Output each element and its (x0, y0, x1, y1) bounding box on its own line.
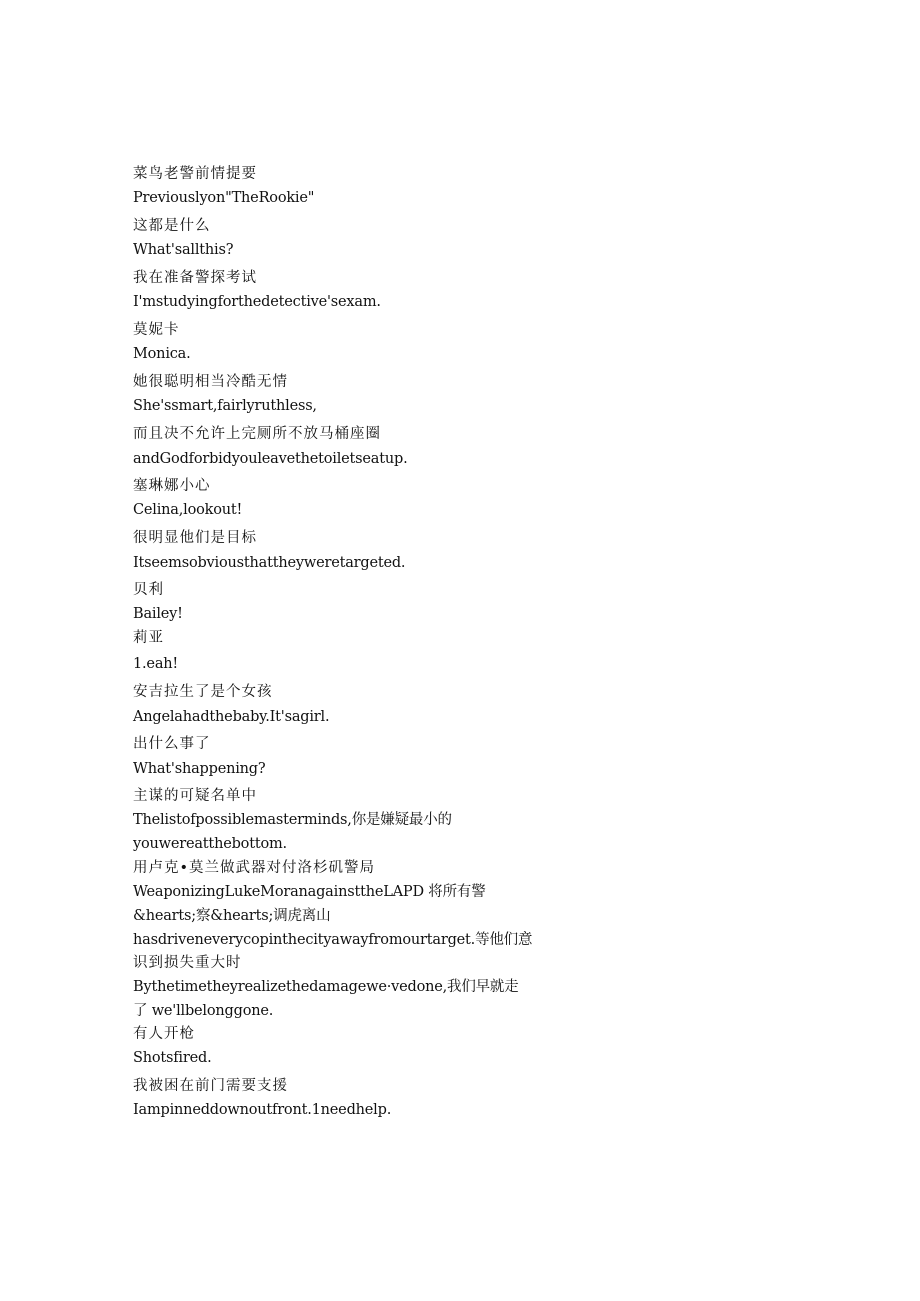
subtitle-line: Shotsfired. (133, 1050, 212, 1066)
subtitle-line: Angelahadthebaby.It'sagirl. (133, 709, 330, 725)
subtitle-line: andGodforbidyouleavethetoiletseatup. (133, 451, 408, 467)
subtitle-line: 了 we'llbelonggone. (133, 1003, 274, 1019)
subtitle-line: 莫妮卡 (133, 322, 180, 338)
subtitle-line: 我被困在前门需要支援 (133, 1078, 288, 1094)
subtitle-line: Thelistofpossiblemasterminds,你是嫌疑最小的 (133, 812, 452, 828)
subtitle-line: Monica. (133, 346, 191, 362)
subtitle-line: 而且决不允许上完厕所不放马桶座圈 (133, 426, 381, 442)
subtitle-line: 识到损失重大时 (133, 955, 242, 971)
subtitle-line: &hearts;察&hearts;调虎离山 (133, 908, 331, 924)
subtitle-line: Bythetimetheyrealizethedamagewe·vedone,我们早就走 (133, 979, 519, 995)
subtitle-line: WeaponizingLukeMoranagainsttheLAPD 将所有警 (133, 884, 486, 900)
subtitle-line: 贝利 (133, 582, 164, 598)
subtitle-line: 她很聪明相当冷酷无情 (133, 374, 288, 390)
subtitle-line: What'shappening? (133, 761, 266, 777)
subtitle-line: I'mstudyingforthedetective'sexam. (133, 294, 381, 310)
subtitle-line: 安吉拉生了是个女孩 (133, 684, 273, 700)
subtitle-line: Itseemsobviousthattheyweretargeted. (133, 555, 406, 571)
subtitle-line: 主谋的可疑名单中 (133, 788, 257, 804)
subtitle-line: 很明显他们是目标 (133, 530, 257, 546)
subtitle-line: hasdriveneverycopinthecityawayfromourtarget.等他们意 (133, 932, 533, 948)
subtitle-line: Bailey! (133, 606, 183, 622)
subtitle-line: 用卢克•莫兰做武器对付洛杉矶警局 (133, 860, 376, 876)
subtitle-line: 塞琳娜小心 (133, 478, 211, 494)
subtitle-line: 出什么事了 (133, 736, 211, 752)
subtitle-line: youwereatthebottom. (133, 836, 287, 852)
subtitle-line: What'sallthis? (133, 242, 234, 258)
subtitle-line: Iampinneddownoutfront.1needhelp. (133, 1102, 392, 1118)
subtitle-line: 菜鸟老警前情提要 (133, 166, 257, 182)
subtitle-line: 这都是什么 (133, 218, 211, 234)
subtitle-line: 有人开枪 (133, 1026, 195, 1042)
subtitle-line: 我在准备警探考试 (133, 270, 257, 286)
subtitle-line: She'ssmart,fairlyruthless, (133, 398, 317, 414)
subtitle-line: Previouslyon"TheRookie" (133, 190, 315, 206)
subtitle-line: 1.eah! (133, 656, 179, 672)
subtitle-line: Celina,lookout! (133, 502, 243, 518)
subtitle-line: 莉亚 (133, 630, 164, 646)
